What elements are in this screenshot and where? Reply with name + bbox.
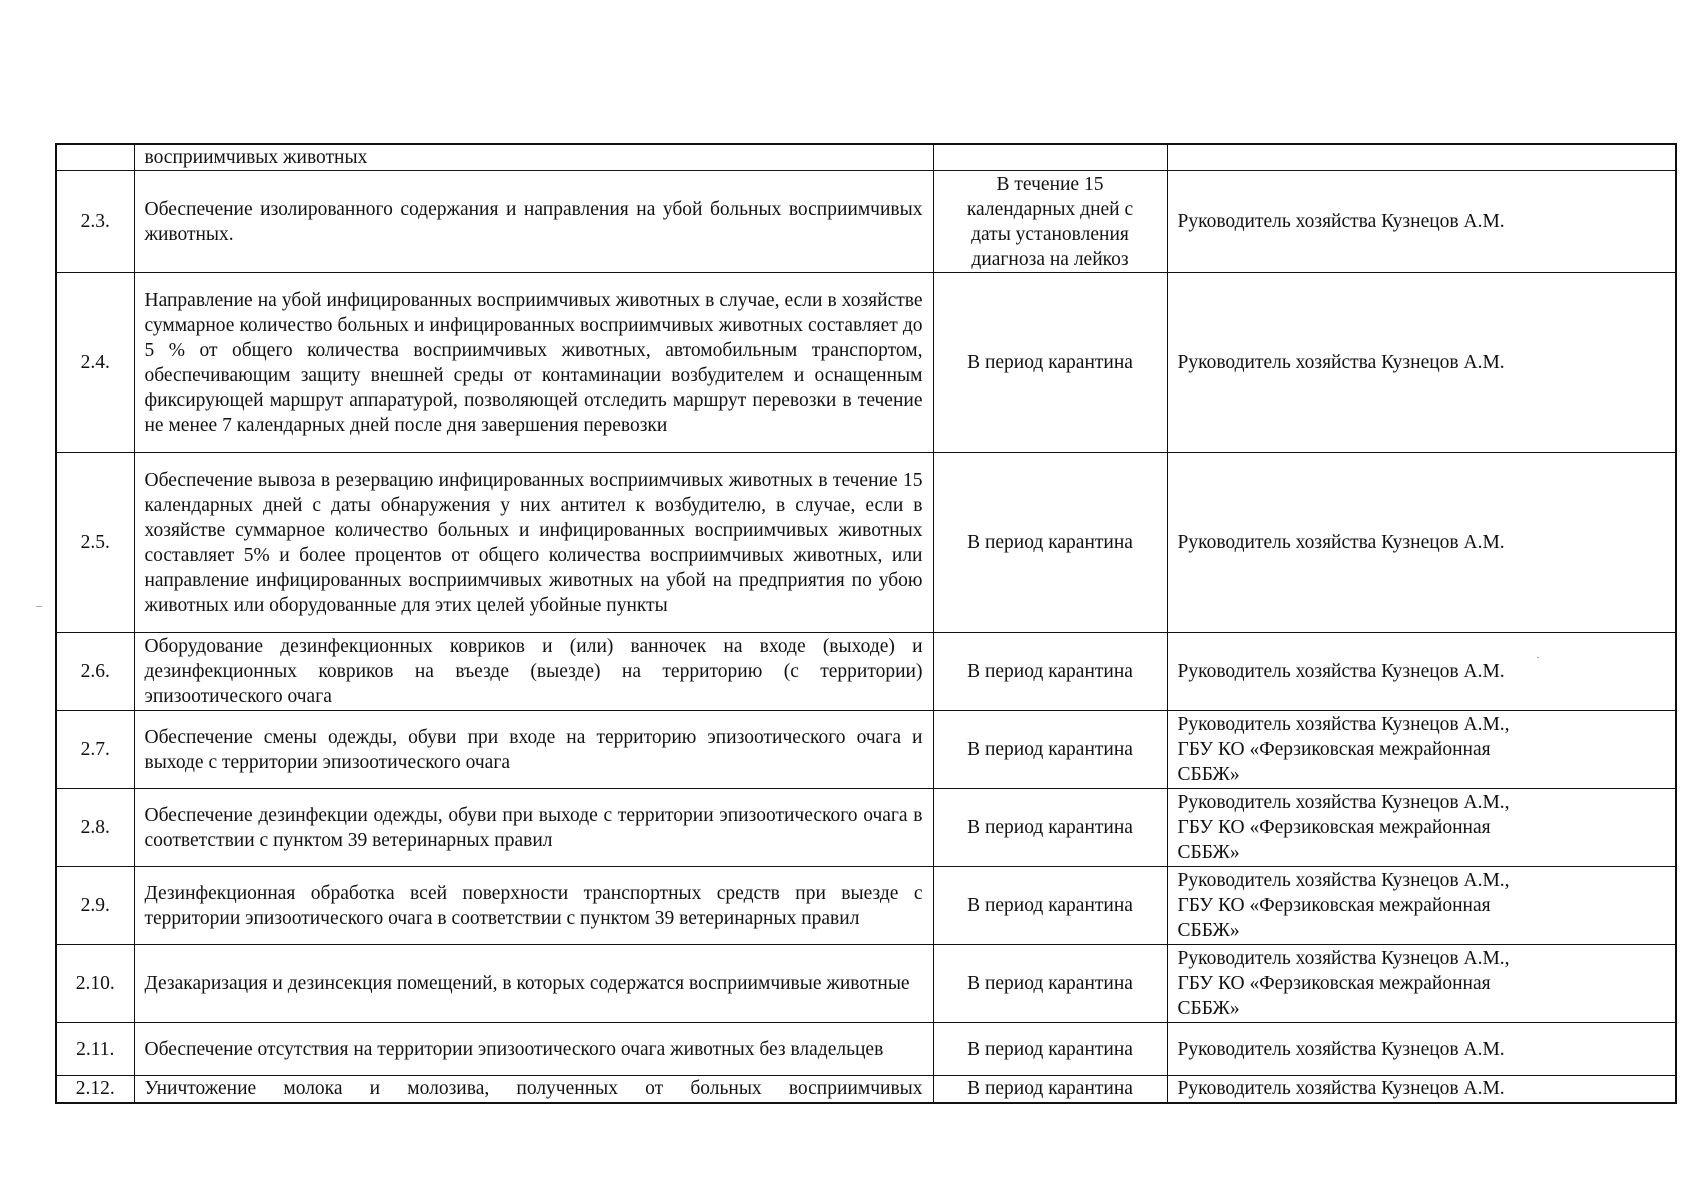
term-text: В период карантина <box>933 711 1167 789</box>
table-row <box>56 1023 1676 1076</box>
measure-text: Направление на убой инфицированных восприимчивых животных в случае, если в хозяйстве суммарное количество больных и инфицированных восприимчивых животных составляет до 5 % от общего количества восприимчивых животных, автомобильным транспортом, обеспечивающим защиту внешней среды от контаминации возбудителем и оснащенным фиксирующей маршрут аппаратурой, позволяющей отследить маршрут перевозки в течение не менее 7 календарных дней после дня завершения перевозки <box>134 273 933 453</box>
table-row <box>56 1076 1676 1103</box>
row-number: 2.6. <box>56 633 134 711</box>
row-number: 2.3. <box>56 171 134 273</box>
term-text: В период карантина <box>933 633 1167 711</box>
term-text: В период карантина <box>933 945 1167 1023</box>
measure-text: восприимчивых животных <box>134 144 933 171</box>
term-text: В период карантина <box>933 273 1167 453</box>
responsible-text: Руководитель хозяйства Кузнецов А.М. <box>1167 171 1676 273</box>
row-number: 2.12. <box>56 1076 134 1103</box>
responsible-text: Руководитель хозяйства Кузнецов А.М., ГБУ КО «Ферзиковская межрайонная СББЖ» <box>1167 789 1676 867</box>
responsible-text: Руководитель хозяйства Кузнецов А.М. <box>1167 633 1676 711</box>
row-number: 2.10. <box>56 945 134 1023</box>
term-text: В период карантина <box>933 867 1167 945</box>
term-text: В период карантина <box>933 453 1167 633</box>
responsible-text: Руководитель хозяйства Кузнецов А.М., ГБУ КО «Ферзиковская межрайонная СББЖ» <box>1167 711 1676 789</box>
table-row <box>56 867 1676 945</box>
measure-text: Дезакаризация и дезинсекция помещений, в которых содержатся восприимчивые животные <box>134 945 933 1023</box>
measures-table <box>55 143 1677 1104</box>
row-number: 2.8. <box>56 789 134 867</box>
term-text: В период карантина <box>933 1076 1167 1103</box>
measure-text: Обеспечение смены одежды, обуви при входе на территорию эпизоотического очага и выходе с территории эпизоотического очага <box>134 711 933 789</box>
term-text <box>933 144 1167 171</box>
responsible-text: Руководитель хозяйства Кузнецов А.М., ГБУ КО «Ферзиковская межрайонная СББЖ» <box>1167 945 1676 1023</box>
row-number <box>56 144 134 171</box>
measure-text: Оборудование дезинфекционных ковриков и (или) ванночек на входе (выходе) и дезинфекционных ковриков на въезде (выезде) на территорию (с территории) эпизоотического очага <box>134 633 933 711</box>
measure-text: Уничтожение молока и молозива, полученных от больных восприимчивых <box>134 1076 933 1103</box>
measure-text: Обеспечение вывоза в резервацию инфицированных восприимчивых животных в течение 15 календарных дней с даты обнаружения у них антител к возбудителю, в случае, если в хозяйстве суммарное количество больных и инфицированных восприимчивых животных составляет 5% и более процентов от общего количества восприимчивых животных, или направление инфицированных восприимчивых животных на убой на предприятия по убою животных или оборудованные для этих целей убойные пункты <box>134 453 933 633</box>
responsible-text: Руководитель хозяйства Кузнецов А.М. <box>1167 1023 1676 1076</box>
responsible-text: Руководитель хозяйства Кузнецов А.М. <box>1167 1076 1676 1103</box>
measure-text: Обеспечение дезинфекции одежды, обуви при выходе с территории эпизоотического очага в соответствии с пунктом 39 ветеринарных правил <box>134 789 933 867</box>
row-number: 2.9. <box>56 867 134 945</box>
scan-mark: – <box>36 598 42 612</box>
scan-mark: · <box>1536 650 1540 664</box>
responsible-text: Руководитель хозяйства Кузнецов А.М., ГБУ КО «Ферзиковская межрайонная СББЖ» <box>1167 867 1676 945</box>
term-text: В период карантина <box>933 1023 1167 1076</box>
table-row <box>56 273 1676 453</box>
table-row <box>56 171 1676 273</box>
table-row <box>56 789 1676 867</box>
row-number: 2.11. <box>56 1023 134 1076</box>
responsible-text <box>1167 144 1676 171</box>
row-number: 2.5. <box>56 453 134 633</box>
table-row <box>56 633 1676 711</box>
row-number: 2.4. <box>56 273 134 453</box>
table-row <box>56 144 1676 171</box>
term-text: В период карантина <box>933 789 1167 867</box>
measure-text: Обеспечение изолированного содержания и направления на убой больных восприимчивых животных. <box>134 171 933 273</box>
responsible-text: Руководитель хозяйства Кузнецов А.М. <box>1167 273 1676 453</box>
term-text: В течение 15 календарных дней с даты установления диагноза на лейкоз <box>933 171 1167 273</box>
table-row <box>56 711 1676 789</box>
table-row <box>56 945 1676 1023</box>
measure-text: Дезинфекционная обработка всей поверхности транспортных средств при выезде с территории эпизоотического очага в соответствии с пунктом 39 ветеринарных правил <box>134 867 933 945</box>
responsible-text: Руководитель хозяйства Кузнецов А.М. <box>1167 453 1676 633</box>
row-number: 2.7. <box>56 711 134 789</box>
measure-text: Обеспечение отсутствия на территории эпизоотического очага животных без владельцев <box>134 1023 933 1076</box>
table-row <box>56 453 1676 633</box>
